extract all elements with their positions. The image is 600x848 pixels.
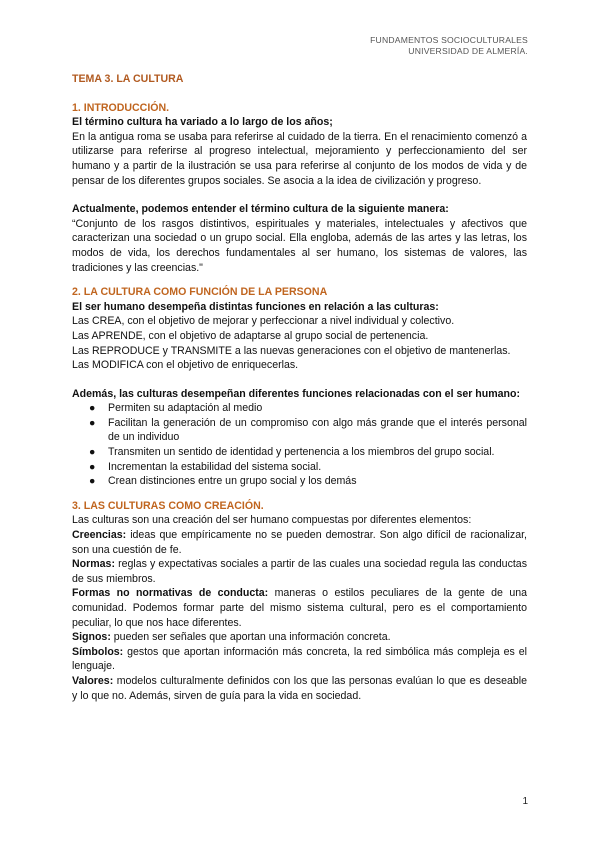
section-2-subheading-1: El ser humano desempeña distintas funciones en relación a las culturas: (72, 300, 439, 313)
document-title: TEMA 3. LA CULTURA (72, 73, 184, 85)
section-2-line: Las REPRODUCE y TRANSMITE a las nuevas generaciones con el objetivo de mantenerlas. (72, 344, 511, 357)
bullet-icon: ● (89, 446, 96, 459)
element-definition: Formas no normativas de conducta: maneras o estilos peculiares de la gente de una comunidad. Podemos formar parte del mismo sistema cultural, pero es el comportamiento peculiar, lo que nos hace diferentes. (72, 587, 528, 629)
document-body (72, 72, 527, 703)
section-1-heading: 1. INTRODUCCIÓN. (72, 101, 170, 114)
element-term: Formas no normativas de conducta: (72, 587, 269, 600)
element-term: Valores: (72, 674, 114, 687)
section-1-paragraph-1: En la antigua roma se usaba para referirse al cuidado de la tierra. En el renacimiento comenzó a utilizarse para referirse al progreso intelectual, mejoramiento y perfeccionamiento del ser humano y a partir de la ilustración se usa para referirse al conjunto de los modos de vida y de pensar de los diferentes grupos sociales. Se asocia a la idea de civilización y progreso. (72, 130, 527, 187)
bullet-icon: ● (89, 460, 96, 473)
section-2-subheading-2: Además, las culturas desempeñan diferentes funciones relacionadas con el ser humano: (72, 387, 521, 400)
list-item: ● Transmiten un sentido de identidad y pertenencia a los miembros del grupo social. (89, 446, 495, 459)
functions-list (72, 401, 527, 489)
header-university: UNIVERSIDAD DE ALMERÍA. (408, 46, 528, 56)
page-header (370, 35, 528, 57)
element-definition: Valores: modelos culturalmente definidos con los que las personas evalúan lo que es deseable y lo que no. Además, sirven de guía para la vida en sociedad. (72, 674, 527, 702)
element-term: Normas: (72, 558, 115, 571)
list-item: ● Permiten su adaptación al medio (89, 402, 263, 415)
list-item: ● Crean distinciones entre un grupo social y los demás (89, 475, 357, 488)
section-2-line: Las MODIFICA con el objetivo de enriquecerlas. (72, 359, 299, 372)
page-number: 1 (522, 796, 528, 807)
section-3-heading: 3. LAS CULTURAS COMO CREACIÓN. (72, 499, 264, 512)
element-term: Creencias: (72, 529, 127, 542)
element-term: Signos: (72, 631, 111, 644)
element-definition: Normas: reglas y expectativas sociales a partir de las cuales una sociedad regula las conductas de sus miembros. (72, 558, 527, 585)
bullet-icon: ● (89, 402, 96, 415)
element-definition: Símbolos: gestos que aportan información más concreta, la red simbólica más compleja es el lenguaje. (72, 645, 527, 673)
bullet-icon: ● (89, 416, 96, 429)
header-course: FUNDAMENTOS SOCIOCULTURALES (370, 35, 528, 45)
section-1-subheading-2: Actualmente, podemos entender el término cultura de la siguiente manera: (72, 203, 449, 216)
section-2-line: Las APRENDE, con el objetivo de adaptarse al grupo social de pertenencia. (72, 329, 429, 342)
element-term: Símbolos: (72, 645, 124, 658)
section-2-line: Las CREA, con el objetivo de mejorar y perfeccionar a nivel individual y colectivo. (72, 315, 455, 328)
list-item: ● Facilitan la generación de un compromiso con algo más grande que el interés personal de un individuo (89, 416, 527, 444)
section-3-intro: Las culturas son una creación del ser humano compuestas por diferentes elementos: (72, 514, 472, 527)
section-1-paragraph-2: “Conjunto de los rasgos distintivos, espirituales y materiales, intelectuales y afectivos que caracterizan una sociedad o un grupo social. Ella engloba, además de las artes y las letras, los modos de vida, los derechos fundamentales al ser humano, los sistemas de valores, las tradiciones y las creencias." (72, 217, 527, 274)
section-2-heading: 2. LA CULTURA COMO FUNCIÓN DE LA PERSONA (72, 286, 328, 299)
list-item: ● Incrementan la estabilidad del sistema social. (89, 460, 322, 473)
element-definition: Creencias: ideas que empíricamente no se pueden demostrar. Son algo difícil de racionalizar, son una cuestión de fe. (72, 529, 527, 556)
element-definition: Signos: pueden ser señales que aportan una información concreta. (72, 631, 391, 644)
bullet-icon: ● (89, 475, 96, 488)
section-1-subheading-1: El término cultura ha variado a lo largo de los años; (72, 116, 333, 129)
